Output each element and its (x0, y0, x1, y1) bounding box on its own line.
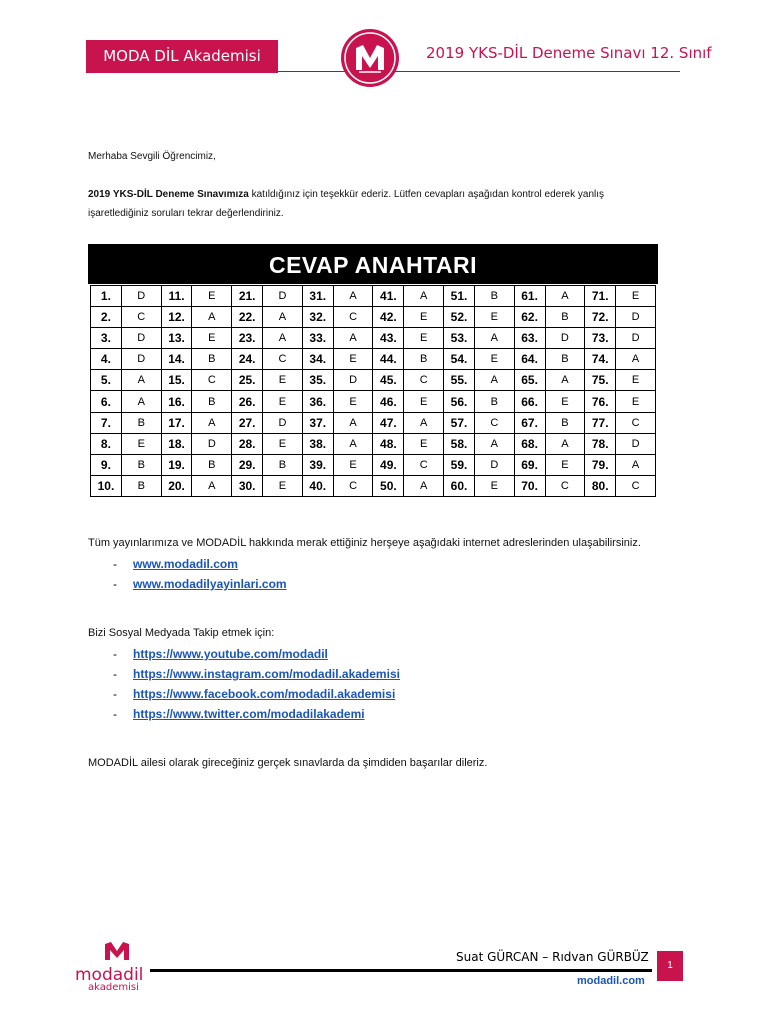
answer-letter: E (333, 391, 373, 412)
table-row (91, 307, 656, 328)
answer-letter: A (333, 328, 373, 349)
question-number: 6. (91, 391, 122, 412)
question-number: 77. (585, 412, 616, 433)
link-modadil[interactable]: www.modadil.com (133, 557, 238, 571)
question-number: 25. (232, 370, 263, 391)
answer-letter: E (192, 328, 232, 349)
question-number: 4. (91, 349, 122, 370)
question-number: 67. (514, 412, 545, 433)
answer-letter: A (192, 412, 232, 433)
answer-letter: B (474, 391, 514, 412)
answer-letter: E (404, 433, 444, 454)
question-number: 74. (585, 349, 616, 370)
answer-letter: C (333, 307, 373, 328)
header-divider (278, 71, 680, 72)
question-number: 52. (444, 307, 475, 328)
question-number: 13. (161, 328, 192, 349)
question-number: 49. (373, 454, 404, 475)
answer-letter: D (121, 286, 161, 307)
answer-letter: E (474, 307, 514, 328)
answer-letter: A (121, 370, 161, 391)
table-row (91, 454, 656, 475)
answer-letter: E (404, 391, 444, 412)
question-number: 16. (161, 391, 192, 412)
question-number: 35. (302, 370, 333, 391)
question-number: 33. (302, 328, 333, 349)
answer-letter: E (263, 433, 303, 454)
exam-name: 2019 YKS-DİL Deneme Sınavımıza (88, 189, 249, 200)
question-number: 10. (91, 475, 122, 496)
header-title-right: 2019 YKS-DİL Deneme Sınavı 12. Sınıf (426, 44, 712, 62)
answer-letter: E (616, 391, 656, 412)
question-number: 39. (302, 454, 333, 475)
answer-letter: B (192, 349, 232, 370)
answer-letter: A (192, 475, 232, 496)
answer-letter: C (263, 349, 303, 370)
question-number: 7. (91, 412, 122, 433)
question-number: 68. (514, 433, 545, 454)
answer-letter: E (474, 475, 514, 496)
question-number: 51. (444, 286, 475, 307)
question-number: 31. (302, 286, 333, 307)
answer-letter: D (333, 370, 373, 391)
question-number: 70. (514, 475, 545, 496)
question-number: 76. (585, 391, 616, 412)
answer-letter: D (121, 349, 161, 370)
greeting: Merhaba Sevgili Öğrencimiz, (88, 151, 216, 162)
question-number: 22. (232, 307, 263, 328)
answer-letter: A (121, 391, 161, 412)
question-number: 59. (444, 454, 475, 475)
answer-letter: D (474, 454, 514, 475)
question-number: 29. (232, 454, 263, 475)
answer-letter: D (616, 433, 656, 454)
answer-letter: A (545, 370, 585, 391)
answer-letter: C (545, 475, 585, 496)
answer-letter: C (616, 412, 656, 433)
intro-line-2: işaretlediğiniz soruları tekrar değerlendiriniz. (88, 208, 284, 219)
question-number: 9. (91, 454, 122, 475)
question-number: 56. (444, 391, 475, 412)
question-number: 53. (444, 328, 475, 349)
answer-letter: A (616, 349, 656, 370)
answer-letter: A (404, 412, 444, 433)
answer-letter: D (192, 433, 232, 454)
question-number: 66. (514, 391, 545, 412)
question-number: 12. (161, 307, 192, 328)
intro-line-1 (88, 189, 604, 200)
question-number: 75. (585, 370, 616, 391)
answer-letter: B (545, 412, 585, 433)
question-number: 55. (444, 370, 475, 391)
answer-letter: E (333, 349, 373, 370)
answer-letter: A (333, 433, 373, 454)
question-number: 47. (373, 412, 404, 433)
answer-letter: C (616, 475, 656, 496)
answer-letter: A (616, 454, 656, 475)
question-number: 18. (161, 433, 192, 454)
table-row (91, 286, 656, 307)
answer-letter: C (121, 307, 161, 328)
question-number: 42. (373, 307, 404, 328)
table-row (91, 370, 656, 391)
answer-letter: A (545, 433, 585, 454)
answer-letter: B (121, 475, 161, 496)
question-number: 44. (373, 349, 404, 370)
answer-letter: A (333, 286, 373, 307)
answer-letter: A (404, 286, 444, 307)
question-number: 79. (585, 454, 616, 475)
question-number: 34. (302, 349, 333, 370)
question-number: 15. (161, 370, 192, 391)
question-number: 64. (514, 349, 545, 370)
question-number: 71. (585, 286, 616, 307)
answer-letter: A (263, 328, 303, 349)
answer-letter: E (263, 391, 303, 412)
question-number: 78. (585, 433, 616, 454)
answer-letter: E (404, 307, 444, 328)
question-number: 38. (302, 433, 333, 454)
answer-letter: D (121, 328, 161, 349)
footer-divider (150, 969, 652, 972)
answer-letter: A (333, 412, 373, 433)
question-number: 54. (444, 349, 475, 370)
table-row (91, 475, 656, 496)
answer-letter: E (192, 286, 232, 307)
answer-letter: A (192, 307, 232, 328)
question-number: 24. (232, 349, 263, 370)
question-number: 3. (91, 328, 122, 349)
question-number: 8. (91, 433, 122, 454)
table-row (91, 349, 656, 370)
question-number: 14. (161, 349, 192, 370)
answer-letter: A (545, 286, 585, 307)
answer-letter: C (192, 370, 232, 391)
answer-letter: E (545, 391, 585, 412)
answer-letter: D (616, 307, 656, 328)
answer-letter: B (545, 349, 585, 370)
question-number: 1. (91, 286, 122, 307)
answer-letter: C (404, 370, 444, 391)
answer-letter: A (263, 307, 303, 328)
table-row (91, 433, 656, 454)
answer-letter: D (616, 328, 656, 349)
question-number: 73. (585, 328, 616, 349)
question-number: 11. (161, 286, 192, 307)
question-number: 61. (514, 286, 545, 307)
answer-letter: E (404, 328, 444, 349)
question-number: 72. (585, 307, 616, 328)
question-number: 43. (373, 328, 404, 349)
question-number: 5. (91, 370, 122, 391)
question-number: 26. (232, 391, 263, 412)
answer-letter: B (121, 412, 161, 433)
question-number: 57. (444, 412, 475, 433)
question-number: 19. (161, 454, 192, 475)
answer-key-table (90, 285, 656, 497)
question-number: 37. (302, 412, 333, 433)
link-modadilyayinlari[interactable]: www.modadilyayinlari.com (133, 577, 287, 591)
answer-letter: B (545, 307, 585, 328)
answer-letter: A (474, 328, 514, 349)
table-row (91, 412, 656, 433)
answer-letter: B (474, 286, 514, 307)
question-number: 21. (232, 286, 263, 307)
answer-letter: E (474, 349, 514, 370)
question-number: 23. (232, 328, 263, 349)
answer-key-title: CEVAP ANAHTARI (88, 244, 658, 284)
modadil-m-logo-icon (340, 28, 400, 88)
publications-text: Tüm yayınlarımıza ve MODADİL hakkında merak ettiğiniz herşeye aşağıdaki internet adreslerinden ulaşabilirsiniz. (88, 537, 641, 549)
social-text: Bizi Sosyal Medyada Takip etmek için: (88, 627, 275, 639)
question-number: 80. (585, 475, 616, 496)
question-number: 2. (91, 307, 122, 328)
page-number: 1 (657, 951, 683, 981)
question-number: 36. (302, 391, 333, 412)
question-number: 32. (302, 307, 333, 328)
answer-letter: D (263, 412, 303, 433)
question-number: 65. (514, 370, 545, 391)
answer-letter: E (333, 454, 373, 475)
answer-letter: E (616, 370, 656, 391)
answer-letter: E (263, 370, 303, 391)
header-title-left: MODA DİL Akademisi (86, 40, 278, 73)
question-number: 60. (444, 475, 475, 496)
answer-letter: A (404, 475, 444, 496)
link-instagram[interactable]: https://www.instagram.com/modadil.akademisi (133, 667, 400, 681)
answer-letter: A (474, 433, 514, 454)
answer-letter: E (545, 454, 585, 475)
answer-letter: D (545, 328, 585, 349)
question-number: 17. (161, 412, 192, 433)
link-youtube[interactable]: https://www.youtube.com/modadil (133, 647, 328, 661)
question-number: 30. (232, 475, 263, 496)
answer-letter: C (333, 475, 373, 496)
question-number: 41. (373, 286, 404, 307)
answer-letter: B (263, 454, 303, 475)
footer-brand-sub: akademisi (88, 982, 139, 993)
footer-brand: modadil (75, 965, 144, 985)
answer-letter: A (474, 370, 514, 391)
footer-authors: Suat GÜRCAN – Rıdvan GÜRBÜZ (456, 950, 649, 964)
question-number: 20. (161, 475, 192, 496)
link-facebook[interactable]: https://www.facebook.com/modadil.akademisi (133, 687, 396, 701)
footer-site-link[interactable]: modadil.com (577, 975, 645, 987)
question-number: 40. (302, 475, 333, 496)
table-row (91, 391, 656, 412)
answer-letter: E (121, 433, 161, 454)
link-twitter[interactable]: https://www.twitter.com/modadilakademi (133, 707, 365, 721)
answer-letter: E (263, 475, 303, 496)
intro-line-1-rest: katıldığınız için teşekkür ederiz. Lütfen cevapları aşağıdan kontrol ederek yanlış (248, 189, 605, 200)
question-number: 50. (373, 475, 404, 496)
answer-letter: B (121, 454, 161, 475)
answer-letter: E (616, 286, 656, 307)
answer-letter: C (404, 454, 444, 475)
answer-letter: B (192, 454, 232, 475)
question-number: 69. (514, 454, 545, 475)
question-number: 58. (444, 433, 475, 454)
question-number: 46. (373, 391, 404, 412)
question-number: 48. (373, 433, 404, 454)
question-number: 28. (232, 433, 263, 454)
table-row (91, 328, 656, 349)
question-number: 27. (232, 412, 263, 433)
question-number: 62. (514, 307, 545, 328)
answer-letter: D (263, 286, 303, 307)
closing-text: MODADİL ailesi olarak gireceğiniz gerçek sınavlarda da şimdiden başarılar dileriz. (88, 757, 488, 769)
answer-letter: B (192, 391, 232, 412)
question-number: 45. (373, 370, 404, 391)
answer-letter: C (474, 412, 514, 433)
answer-letter: B (404, 349, 444, 370)
question-number: 63. (514, 328, 545, 349)
